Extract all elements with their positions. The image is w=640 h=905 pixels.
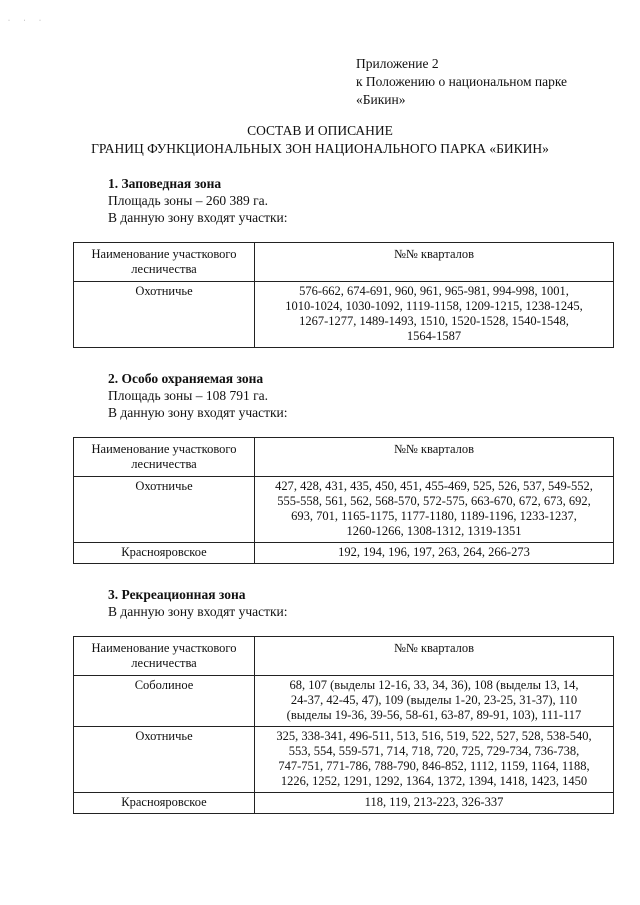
table-header-row [74,243,614,282]
header-quarters: №№ кварталов [255,243,614,282]
table-header-row [74,438,614,477]
zone-intro: В данную зону входят участки: [108,210,288,225]
table-row [74,727,614,793]
zone-area: Площадь зоны – 260 389 га. [108,193,268,208]
header-forestry: Наименование участкового лесничества [74,438,255,477]
zone-3-table [73,636,614,814]
quarters-cell: 118, 119, 213-223, 326-337 [255,793,614,814]
table-row [74,676,614,727]
quarters-cell: 576-662, 674-691, 960, 961, 965-981, 994-998, 1001, 1010-1024, 1030-1092, 1119-1158, 1209-1215, 1238-1245, 1267-1277, 1489-1493, 1510, 1520-1528, 1540-1548, 1564-1587 [255,282,614,348]
quarters-cell: 68, 107 (выделы 12-16, 33, 34, 36), 108 (выделы 13, 14, 24-37, 42-45, 47), 109 (выделы 1-20, 23-25, 31-37), 110 (выделы 19-36, 39-56, 58-61, 63-87, 89-91, 103), 111-117 [255,676,614,727]
document-title: СОСТАВ И ОПИСАНИЕ [247,123,393,138]
document-subtitle: ГРАНИЦ ФУНКЦИОНАЛЬНЫХ ЗОН НАЦИОНАЛЬНОГО ПАРКА «БИКИН» [91,141,549,156]
appendix-line: Приложение 2 [356,56,439,71]
zone-intro: В данную зону входят участки: [108,405,288,420]
header-forestry: Наименование участкового лесничества [74,637,255,676]
zone-2-header [108,370,288,421]
zone-3-header [108,586,288,620]
header-quarters: №№ кварталов [255,438,614,477]
table-row [74,793,614,814]
table-row [74,282,614,348]
forestry-name: Охотничье [74,477,255,543]
zone-2-table [73,437,614,564]
scan-artifact-dots: · · · [8,18,47,24]
table-row [74,477,614,543]
quarters-cell: 427, 428, 431, 435, 450, 451, 455-469, 525, 526, 537, 549-552, 555-558, 561, 562, 568-570, 572-575, 663-670, 672, 673, 692, 693, 701, 1165-1175, 1177-1180, 1189-1196, 1233-1237, 1260-1266, 1308-1312, 1319-1351 [255,477,614,543]
table-header-row [74,637,614,676]
forestry-name: Охотничье [74,282,255,348]
forestry-name: Охотничье [74,727,255,793]
quarters-cell: 325, 338-341, 496-511, 513, 516, 519, 522, 527, 528, 538-540, 553, 554, 559-571, 714, 718, 720, 725, 729-734, 736-738, 747-751, 771-786, 788-790, 846-852, 1112, 1159, 1164, 1188, 1226, 1252, 1291, 1292, 1364, 1372, 1394, 1418, 1423, 1450 [255,727,614,793]
appendix-line: «Бикин» [356,92,406,107]
appendix-note [356,55,616,109]
zone-1-table [73,242,614,348]
forestry-name: Соболиное [74,676,255,727]
header-quarters: №№ кварталов [255,637,614,676]
table-row [74,543,614,564]
zone-heading: 1. Заповедная зона [108,176,222,191]
appendix-line: к Положению о национальном парке [356,74,568,89]
zone-1-header [108,175,288,226]
header-forestry: Наименование участкового лесничества [74,243,255,282]
forestry-name: Краснояровское [74,793,255,814]
quarters-cell: 192, 194, 196, 197, 263, 264, 266-273 [255,543,614,564]
zone-heading: 3. Рекреационная зона [108,587,246,602]
zone-heading: 2. Особо охраняемая зона [108,371,264,386]
zone-intro: В данную зону входят участки: [108,604,288,619]
forestry-name: Краснояровское [74,543,255,564]
zone-area: Площадь зоны – 108 791 га. [108,388,268,403]
